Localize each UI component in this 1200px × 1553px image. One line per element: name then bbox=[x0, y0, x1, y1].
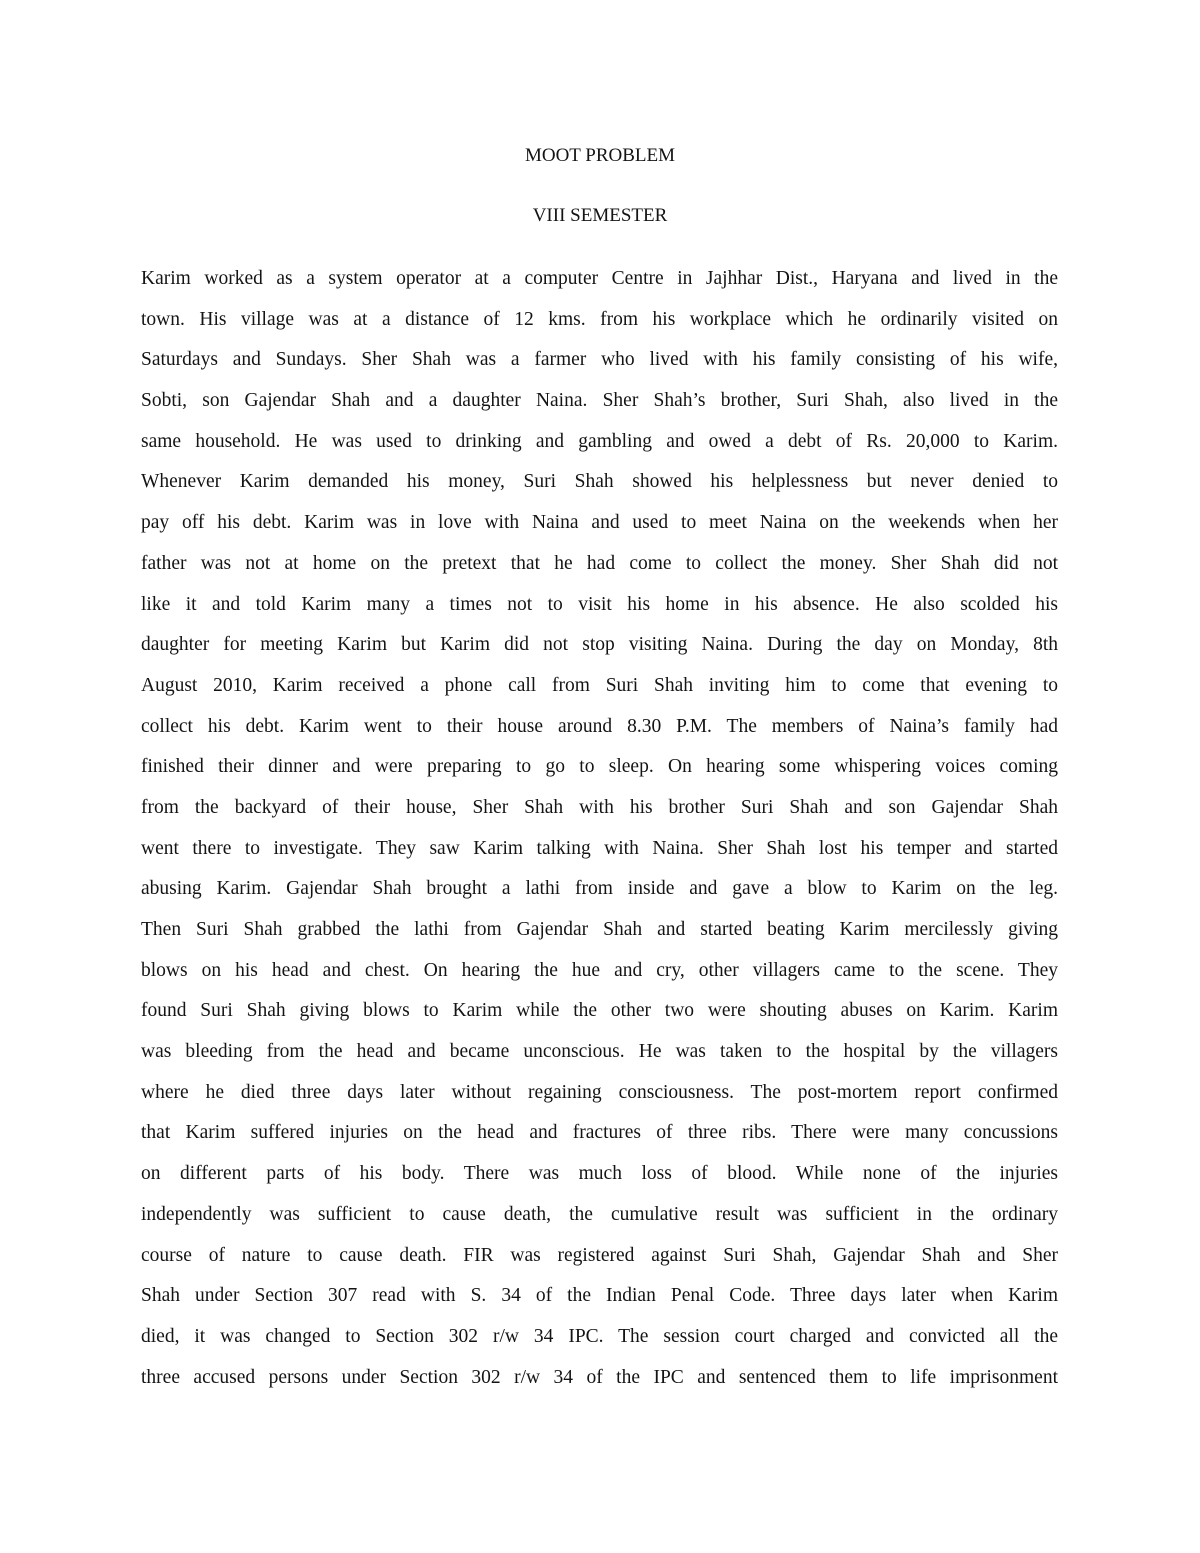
paragraph-line: blows on his head and chest. On hearing the hue and cry, other villagers came to the scene. They bbox=[141, 959, 1058, 981]
paragraph-line: independently was sufficient to cause death, the cumulative result was sufficient in the ordinary bbox=[141, 1203, 1058, 1225]
paragraph-line: Then Suri Shah grabbed the lathi from Gajendar Shah and started beating Karim mercilessly giving bbox=[141, 919, 1058, 940]
paragraph-line: found Suri Shah giving blows to Karim while the other two were shouting abuses on Karim. Karim bbox=[141, 1000, 1058, 1022]
paragraph-line: went there to investigate. They saw Karim talking with Naina. Sher Shah lost his temper and started bbox=[141, 837, 1058, 859]
paragraph-line: daughter for meeting Karim but Karim did not stop visiting Naina. During the day on Monday, 8th bbox=[141, 634, 1058, 656]
body-paragraph bbox=[141, 259, 1058, 1398]
paragraph-line: August 2010, Karim received a phone call from Suri Shah inviting him to come that evening to bbox=[141, 674, 1058, 696]
paragraph-line: father was not at home on the pretext that he had come to collect the money. Sher Shah did not bbox=[141, 552, 1058, 574]
paragraph-line: finished their dinner and were preparing to go to sleep. On hearing some whispering voices coming bbox=[141, 756, 1058, 778]
paragraph-line: on different parts of his body. There was much loss of blood. While none of the injuries bbox=[141, 1163, 1058, 1185]
paragraph-line: that Karim suffered injuries on the head and fractures of three ribs. There were many concussions bbox=[141, 1122, 1058, 1144]
paragraph-line: course of nature to cause death. FIR was registered against Suri Shah, Gajendar Shah and Sher bbox=[141, 1244, 1058, 1266]
paragraph-line: died, it was changed to Section 302 r/w 34 IPC. The session court charged and convicted all the bbox=[141, 1325, 1058, 1347]
paragraph-line: pay off his debt. Karim was in love with Naina and used to meet Naina on the weekends when her bbox=[141, 512, 1058, 534]
paragraph-line: three accused persons under Section 302 r/w 34 of the IPC and sentenced them to life imprisonment bbox=[141, 1366, 1058, 1388]
paragraph-line: abusing Karim. Gajendar Shah brought a lathi from inside and gave a blow to Karim on the leg. bbox=[141, 878, 1058, 900]
paragraph-line: Sobti, son Gajendar Shah and a daughter Naina. Sher Shah’s brother, Suri Shah, also lived in the bbox=[141, 390, 1058, 412]
paragraph-line: Saturdays and Sundays. Sher Shah was a farmer who lived with his family consisting of his wife, bbox=[141, 349, 1058, 371]
document-subheading: VIII SEMESTER bbox=[532, 205, 668, 226]
paragraph-line: where he died three days later without regaining consciousness. The post-mortem report confirmed bbox=[141, 1081, 1058, 1103]
paragraph-line: same household. He was used to drinking and gambling and owed a debt of Rs. 20,000 to Karim. bbox=[141, 430, 1058, 452]
paragraph-line: town. His village was at a distance of 12 kms. from his workplace which he ordinarily visited on bbox=[141, 308, 1058, 330]
document-heading: MOOT PROBLEM bbox=[524, 145, 676, 166]
paragraph-line: like it and told Karim many a times not to visit his home in his absence. He also scolded his bbox=[141, 593, 1058, 615]
paragraph-line: Shah under Section 307 read with S. 34 of the Indian Penal Code. Three days later when Karim bbox=[141, 1285, 1058, 1307]
paragraph-line: Whenever Karim demanded his money, Suri Shah showed his helplessness but never denied to bbox=[141, 471, 1058, 493]
paragraph-line: Karim worked as a system operator at a computer Centre in Jajhhar Dist., Haryana and lived in the bbox=[141, 268, 1058, 289]
paragraph-line: from the backyard of their house, Sher Shah with his brother Suri Shah and son Gajendar Shah bbox=[141, 796, 1058, 818]
paragraph-line: was bleeding from the head and became unconscious. He was taken to the hospital by the villagers bbox=[141, 1041, 1058, 1063]
paragraph-line: collect his debt. Karim went to their house around 8.30 P.M. The members of Naina’s family had bbox=[141, 715, 1058, 737]
